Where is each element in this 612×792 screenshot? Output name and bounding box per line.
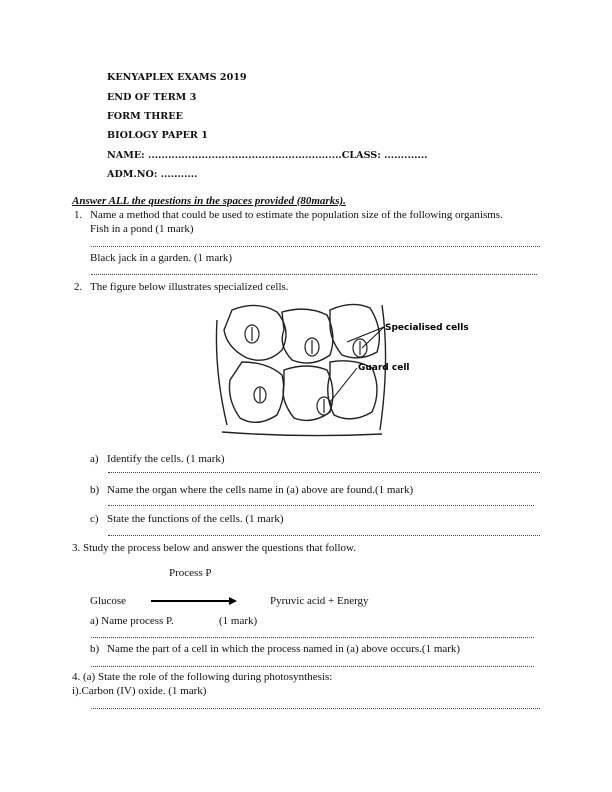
paper: BIOLOGY PAPER 1	[107, 130, 208, 141]
q2-number: 2.	[74, 281, 83, 293]
reactant: Glucose	[90, 595, 127, 607]
name-class-field: NAME: ..........................................................CLASS: .............	[107, 150, 428, 161]
q3b-text: Name the part of a cell in which the process named in (a) above occurs.(1 mark)	[107, 643, 461, 655]
q2b-text: Name the organ where the cells name in (a) above are found.(1 mark)	[107, 484, 414, 496]
q2b-label: b)	[90, 484, 100, 496]
answer-line[interactable]	[91, 637, 534, 638]
exam-title: KENYAPLEX EXAMS 2019	[107, 72, 247, 83]
q3-text: 3. Study the process below and answer the questions that follow.	[72, 542, 357, 554]
q1-part-a: Fish in a pond (1 mark)	[90, 223, 194, 235]
product: Pyruvic acid + Energy	[270, 595, 369, 607]
process-label: Process P	[169, 567, 212, 579]
specialised-cells-figure	[212, 300, 477, 438]
answer-line[interactable]	[91, 708, 540, 709]
arrow-icon	[150, 596, 238, 606]
term: END OF TERM 3	[107, 92, 197, 103]
q3a-marks: (1 mark)	[219, 615, 258, 627]
instructions: Answer ALL the questions in the spaces provided (80marks).	[72, 195, 346, 207]
q3b-label: b)	[90, 643, 100, 655]
q4-text: 4. (a) State the role of the following during photosynthesis:	[72, 671, 333, 683]
q1-number: 1.	[74, 209, 83, 221]
answer-line[interactable]	[108, 505, 534, 506]
q2c-label: c)	[90, 513, 99, 525]
q1-text: Name a method that could be used to estimate the population size of the following organisms.	[90, 209, 503, 221]
guard-cells	[245, 325, 367, 415]
answer-line[interactable]	[91, 246, 540, 247]
q2a-text: Identify the cells. (1 mark)	[107, 453, 225, 465]
specialised-cells-label: Specialised cells	[385, 323, 469, 333]
q2-text: The figure below illustrates specialized cells.	[90, 281, 289, 293]
answer-line[interactable]	[91, 274, 537, 275]
answer-line[interactable]	[108, 472, 540, 473]
q4-i-text: i).Carbon (IV) oxide. (1 mark)	[72, 685, 207, 697]
form: FORM THREE	[107, 111, 183, 122]
q1-part-b: Black jack in a garden. (1 mark)	[90, 252, 233, 264]
q2c-text: State the functions of the cells. (1 mark)	[107, 513, 284, 525]
guard-cell-label: Guard cell	[358, 363, 410, 373]
answer-line[interactable]	[108, 535, 540, 536]
q2a-label: a)	[90, 453, 99, 465]
answer-line[interactable]	[91, 666, 534, 667]
q3a-text: a) Name process P.	[90, 615, 174, 627]
adm-field: ADM.NO: ...........	[107, 169, 198, 180]
